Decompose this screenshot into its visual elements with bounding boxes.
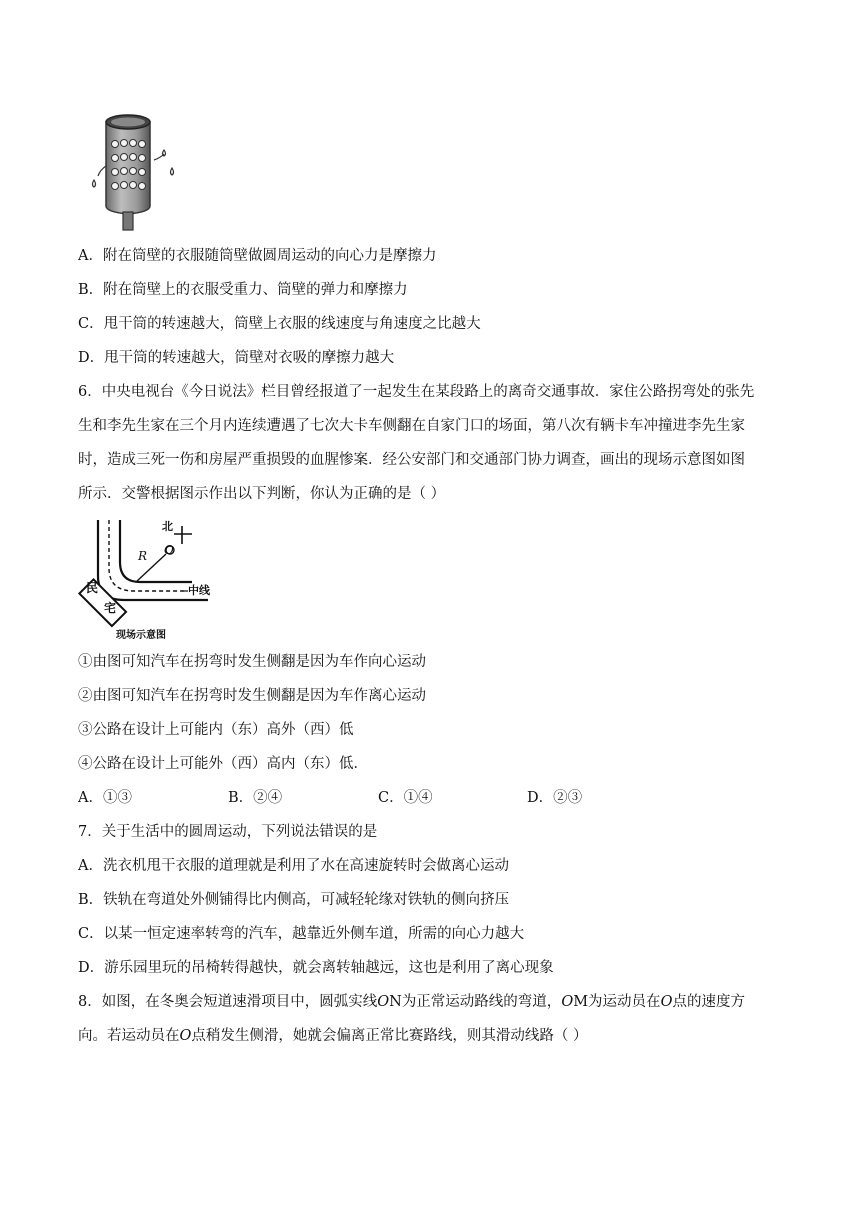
q6-statement-3: ③公路在设计上可能内（东）高外（西）低 xyxy=(78,722,354,738)
midline-label: 中线 xyxy=(188,584,210,597)
accident-scene-diagram xyxy=(76,516,226,644)
north-label: 北 xyxy=(162,520,173,533)
q6-choice-a: A．①③ xyxy=(78,790,132,806)
q6-stem-line-3: 时，造成三死一伤和房屋严重损毁的血腥惨案．经公安部门和交通部门协力调查，画出的现场示意图如图 xyxy=(78,452,745,468)
q7-option-b: B．铁轨在弯道处外侧铺得比内侧高，可减轻轮缘对铁轨的侧向挤压 xyxy=(78,892,510,908)
q8-stem-line-2: 向。若运动员在O点稍发生侧滑，她就会偏离正常比赛路线，则其滑动线路（ ） xyxy=(78,1028,588,1044)
q5-option-c: C．甩干筒的转速越大，筒壁上衣服的线速度与角速度之比越大 xyxy=(78,316,481,332)
spin-dryer-figure xyxy=(84,108,184,232)
q6-stem-line-4: 所示．交警根据图示作出以下判断，你认为正确的是（ ） xyxy=(78,486,446,502)
radius-r-label: R xyxy=(138,549,148,563)
q5-option-a: A．附在筒壁的衣服随筒壁做圆周运动的向心力是摩擦力 xyxy=(78,248,437,264)
q5-option-b: B．附在筒壁上的衣服受重力、筒壁的弹力和摩擦力 xyxy=(78,282,408,298)
q6-stem-line-2: 生和李先生家在三个月内连续遭遇了七次大卡车侧翻在自家门口的场面，第八次有辆卡车冲撞进李先生家 xyxy=(78,418,745,434)
q7-option-c: C．以某一恒定速率转弯的汽车，越靠近外侧车道，所需的向心力越大 xyxy=(78,926,525,942)
q6-statement-2: ②由图可知汽车在拐弯时发生侧翻是因为车作离心运动 xyxy=(78,688,426,704)
q7-stem: 7．关于生活中的圆周运动，下列说法错误的是 xyxy=(78,824,378,840)
q6-statement-1: ①由图可知汽车在拐弯时发生侧翻是因为车作向心运动 xyxy=(78,654,426,670)
q5-option-d: D．甩干筒的转速越大，筒壁对衣吸的摩擦力越大 xyxy=(78,350,395,366)
house-label-2: 宅 xyxy=(104,601,117,615)
q6-choice-b: B．②④ xyxy=(228,790,283,806)
q7-option-a: A．洗衣机甩干衣服的道理就是利用了水在高速旋转时会做离心运动 xyxy=(78,858,509,874)
diagram-caption: 现场示意图 xyxy=(116,630,166,641)
q8-stem-line-1: 8．如图，在冬奥会短道速滑项目中，圆弧实线ON为正常运动路线的弯道，OM为运动员在O点的速度方 xyxy=(78,994,745,1010)
house-label-1: 民 xyxy=(86,581,99,595)
q6-stem-line-1: 6．中央电视台《今日说法》栏目曾经报道了一起发生在某段路上的离奇交通事故．家住公路拐弯处的张先 xyxy=(78,384,755,400)
q6-choice-c: C．①④ xyxy=(378,790,433,806)
q6-choice-d: D．②③ xyxy=(527,790,583,806)
q6-statement-4: ④公路在设计上可能外（西）高内（东）低． xyxy=(78,756,368,772)
center-o-label: O xyxy=(164,543,174,557)
q7-option-d: D．游乐园里玩的吊椅转得越快，就会离转轴越远，这也是利用了离心现象 xyxy=(78,960,554,976)
